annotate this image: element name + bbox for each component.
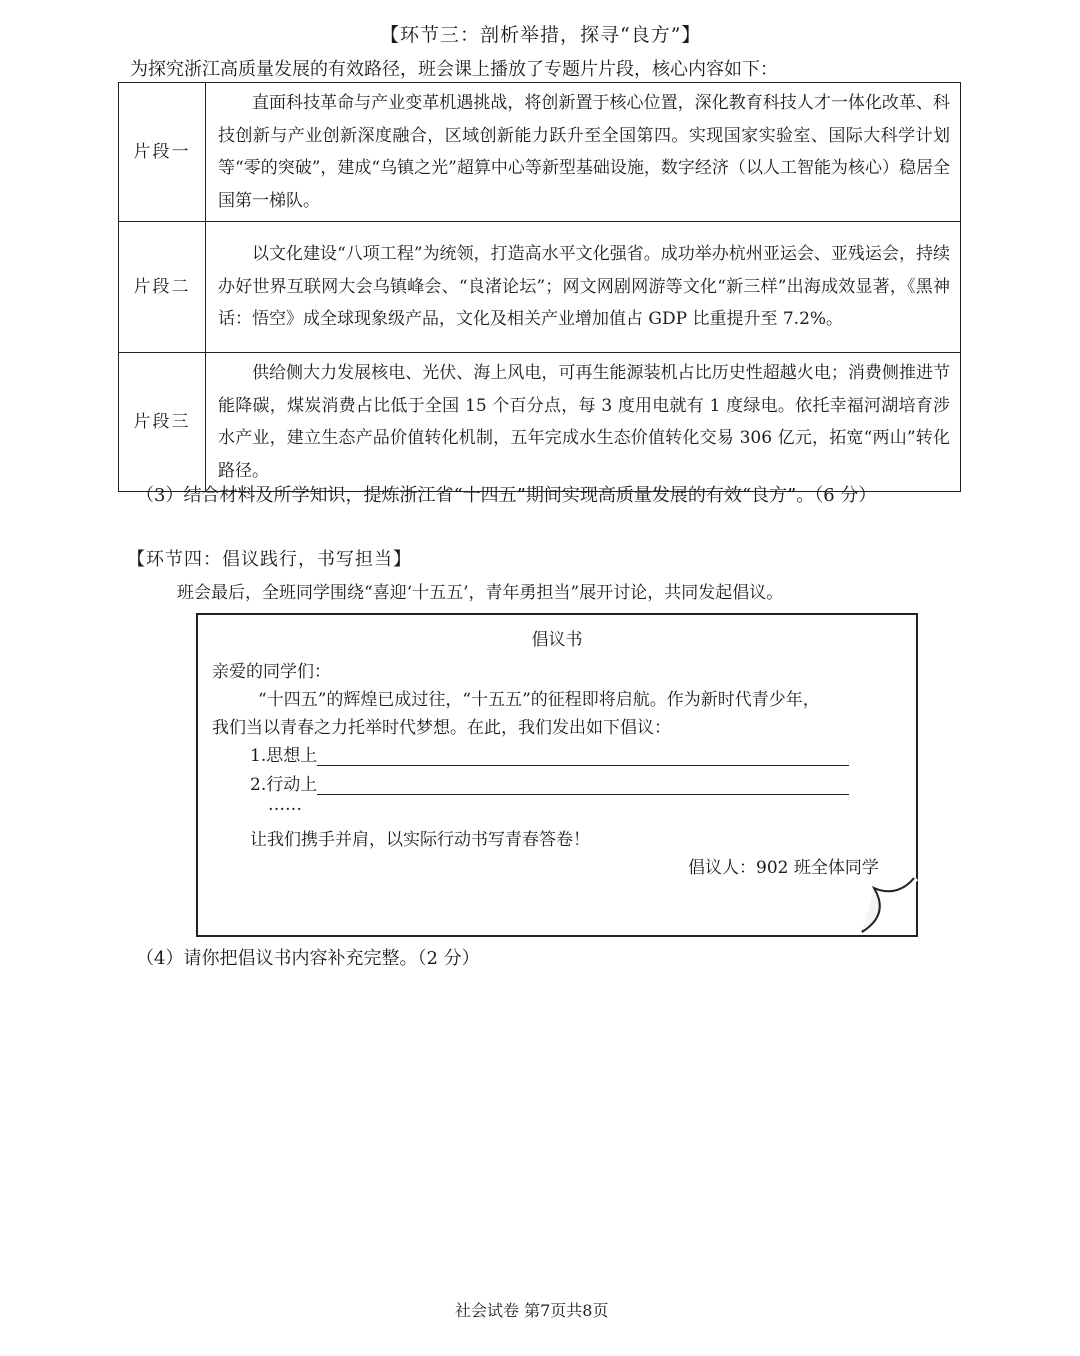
fragment-label: 片段一 xyxy=(119,83,206,222)
section3-intro: 为探究浙江高质量发展的有效路径，班会课上播放了专题片片段，核心内容如下： xyxy=(130,59,778,80)
section3-title: 【环节三：剖析举措，探寻“良方”】 xyxy=(380,24,702,46)
proposal-item-thought xyxy=(250,741,849,766)
letter-line-2: 我们当以青春之力托举时代梦想。在此，我们发出如下倡议： xyxy=(212,718,671,738)
fragment-text: 供给侧大力发展核电、光伏、海上风电，可再生能源装机占比历史性超越火电；消费侧推进节能降碳，煤炭消费占比低于全国 15 个百分点，每 3 度用电就有 1 度绿电。依托幸福河湖培育涉水产业，建立生态产品价值转化机制，五年完成水生态价值转化交易 306 亿元，拓宽“两山”转化路径。 xyxy=(206,353,961,492)
letter-title: 倡议书 xyxy=(531,630,583,650)
fragment-label: 片段二 xyxy=(119,222,206,353)
proposal-letter xyxy=(196,613,918,937)
letter-signature: 倡议人：902 班全体同学 xyxy=(688,858,879,878)
letter-ellipsis: …… xyxy=(268,795,302,815)
section4-title: 【环节四：倡议践行，书写担当】 xyxy=(127,549,412,570)
fragments-table xyxy=(118,82,961,492)
fragment-row xyxy=(119,353,961,492)
letter-line-1: “十四五”的辉煌已成过往，“十五五”的征程即将启航。作为新时代青少年， xyxy=(258,690,820,710)
page-footer: 社会试卷 第7页共8页 xyxy=(455,1301,609,1320)
fragment-row xyxy=(119,222,961,353)
section4-intro: 班会最后，全班同学围绕“喜迎‘十五五’，青年勇担当”展开讨论，共同发起倡议。 xyxy=(177,583,784,603)
question-4: （4）请你把倡议书内容补充完整。（2 分） xyxy=(136,948,480,969)
answer-blank-thought[interactable] xyxy=(317,747,849,766)
question-3: （3）结合材料及所学知识，提炼浙江省“十四五”期间实现高质量发展的有效“良方”。（6 分） xyxy=(136,485,877,506)
answer-blank-action[interactable] xyxy=(317,776,849,795)
fragment-text: 以文化建设“八项工程”为统领，打造高水平文化强省。成功举办杭州亚运会、亚残运会，持续办好世界互联网大会乌镇峰会、“良渚论坛”；网文网剧网游等文化“新三样”出海成效显著，《黑神话：悟空》成全球现象级产品，文化及相关产业增加值占 GDP 比重提升至 7.2%。 xyxy=(206,222,961,353)
proposal-item-action xyxy=(250,770,849,795)
proposal-item-label: 1.思想上 xyxy=(250,746,318,766)
letter-closing: 让我们携手并肩，以实际行动书写青春答卷！ xyxy=(250,830,590,850)
fragment-label: 片段三 xyxy=(119,353,206,492)
fragment-text: 直面科技革命与产业变革机遇挑战，将创新置于核心位置，深化教育科技人才一体化改革、科技创新与产业创新深度融合，区域创新能力跃升至全国第四。实现国家实验室、国际大科学计划等“零的突破”，建成“乌镇之光”超算中心等新型基础设施，数字经济（以人工智能为核心）稳居全国第一梯队。 xyxy=(206,83,961,222)
fragment-row xyxy=(119,83,961,222)
proposal-item-label: 2.行动上 xyxy=(250,775,318,795)
page-curl-icon xyxy=(852,868,924,940)
letter-salutation: 亲爱的同学们： xyxy=(212,662,331,682)
